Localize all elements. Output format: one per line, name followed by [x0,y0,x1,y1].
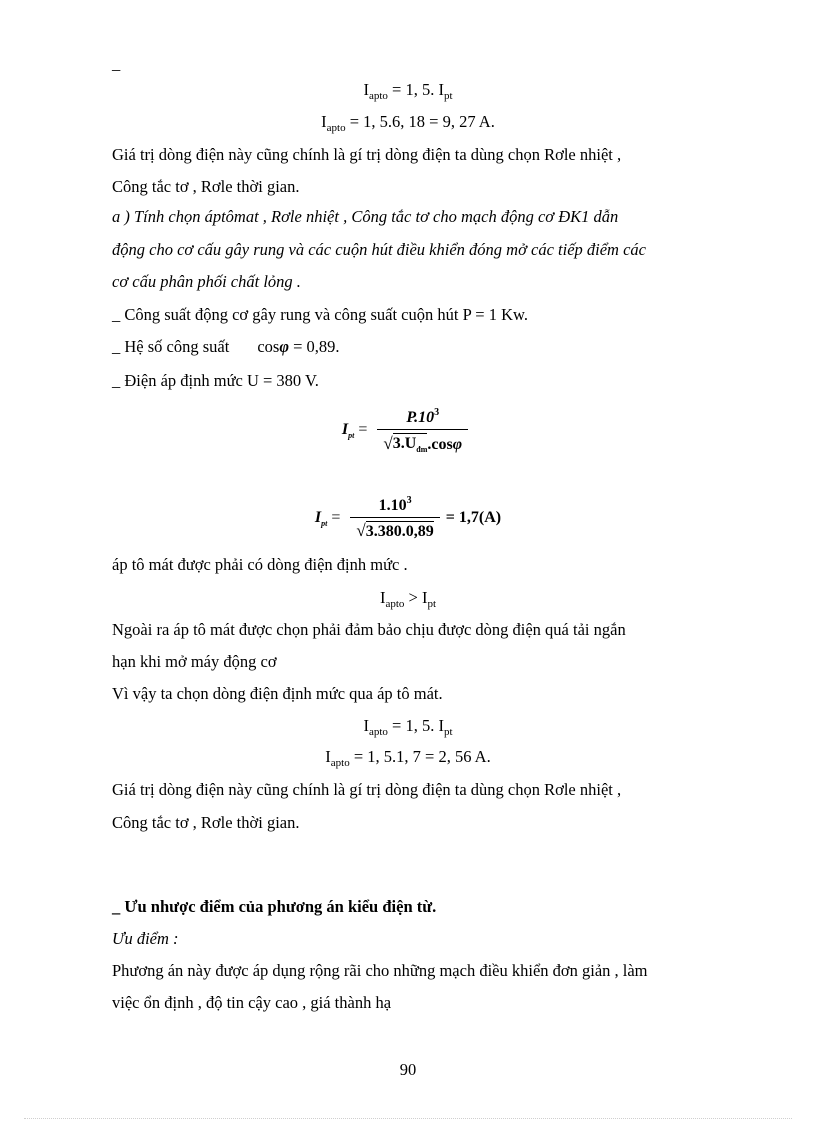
paragraph-line: Giá trị dòng điện này cũng chính là gí trị dòng điện ta dùng chọn Rơle nhiệt , [112,145,622,164]
paragraph-line: Ngoài ra áp tô mát được chọn phải đảm bảo chịu được dòng điện quá tải ngắn [112,620,626,639]
equation-apto-2: $I_{apto} = 1$, 5.6, 18 = 9, 27 A. [321,112,495,134]
section-heading: _ Ưu nhược điểm của phương án kiểu điện từ. [112,897,437,916]
paragraph-line: hạn khi mở máy động cơ [112,652,277,671]
section-a-line: a ) Tính chọn áptômat , Rơle nhiệt , Công tắc tơ cho mạch động cơ ĐK1 dẫn [112,207,619,226]
formula-lhs: $I_{pt}$ [341,420,355,440]
paragraph-line: Giá trị dòng điện này cũng chính là gí trị dòng điện ta dùng chọn Rơle nhiệt , [112,780,622,799]
equation-apto-4: $I_{apto} = 1$, 5.1, 7 = 2, 56 A. [325,747,491,769]
section-a-line: động cho cơ cấu gây rung và các cuộn hút điều khiển đóng mở các tiếp điểm các [112,240,646,259]
top-dash: _ [112,54,121,73]
page-number: 90 [399,1060,417,1079]
paragraph-line: Vì vậy ta chọn dòng điện định mức qua áp tô mát. [112,684,443,703]
advantages-label: Ưu điểm : [112,929,179,948]
equation-apto-1: $I_{apto} = 1$, 5. $I_{pt}$ [363,80,453,102]
paragraph-line: áp tô mát được phải có dòng điện định mức . [112,555,408,574]
voltage-line: _ Điện áp định mức U = 380 V. [112,371,319,390]
paragraph-line: Công tắc tơ , Rơle thời gian. [112,813,300,832]
paragraph-line: Phương án này được áp dụng rộng rãi cho những mạch điều khiển đơn giản , làm [112,961,648,980]
section-a-line: cơ cấu phân phối chất lỏng . [112,272,301,291]
power-line: _ Công suất động cơ gây rung và công suất cuộn hút P = 1 Kw. [112,305,528,324]
inequality: $I_{apto} > I_{pt}$ [379,588,437,610]
power-factor-line: _ Hệ số công suất cosφ = 0,89. [112,337,340,356]
formula-current: $I_{pt}$ = $P.10^3$ √ $3.U_{đm}$ .cosφ [0,400,816,460]
equation-apto-3: $I_{apto} = 1$, 5. $I_{pt}$ [363,716,453,738]
page-bottom-divider [24,1118,792,1119]
paragraph-line: việc ổn định , độ tin cậy cao , giá thành hạ [112,993,392,1012]
formula-current-value: $I_{pt}$ = 1.10$^3$ √ 3.380.0,89 = 1,7(A) [314,495,502,540]
paragraph-line: Công tắc tơ , Rơle thời gian. [112,177,300,196]
formula-fraction: $P.10^3$ √ $3.U_{đm}$ .cosφ [377,407,468,454]
